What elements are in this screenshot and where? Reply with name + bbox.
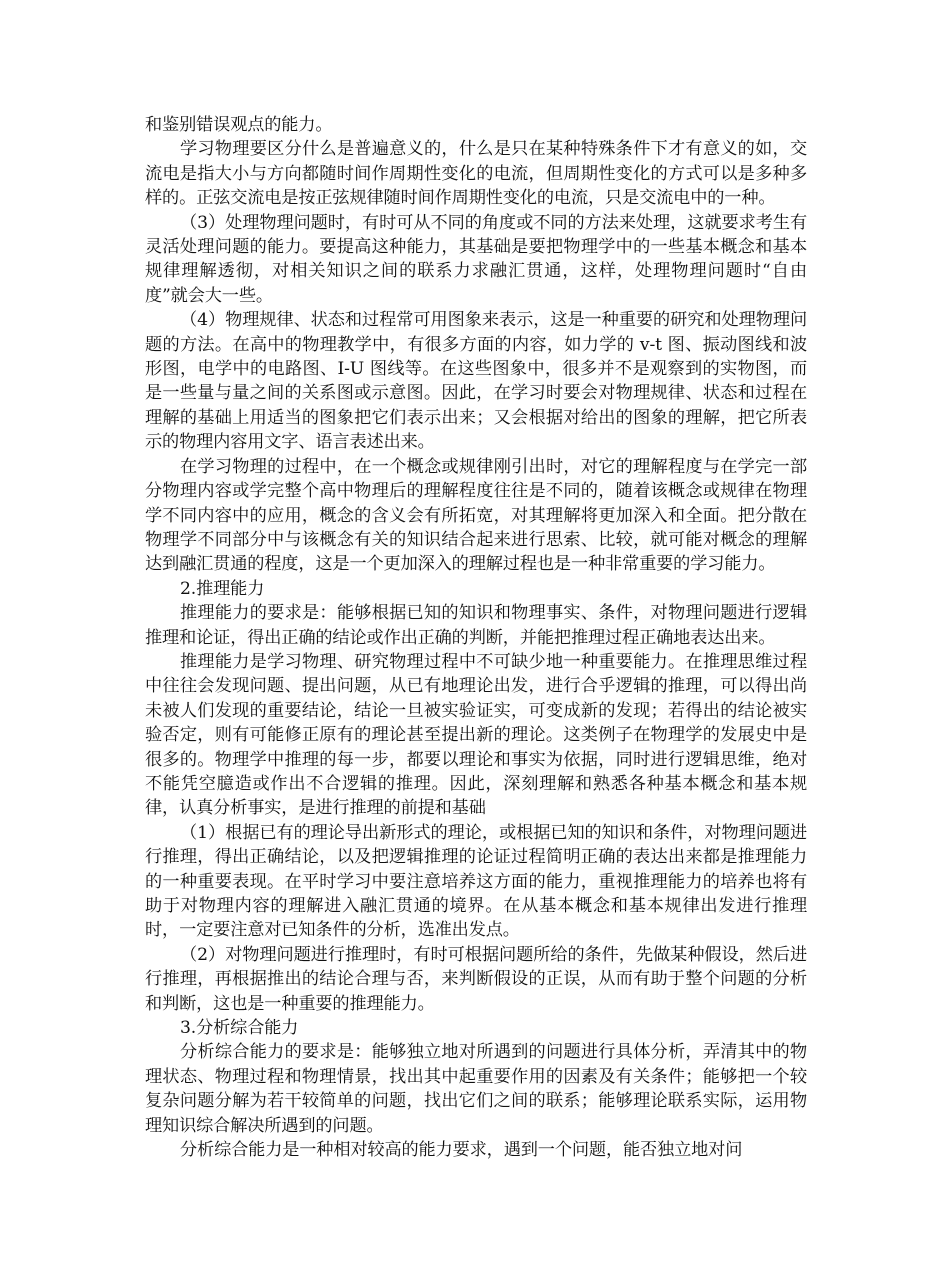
paragraph-item-3: （3）处理物理问题时，有时可从不同的角度或不同的方法来处理，这就要求考生有灵活处理问题的能力。要提高这种能力，其基础是要把物理学中的一些基本概念和基本规律理解透彻，对相关知识之间的联系力求融汇贯通，这样，处理物理问题时“自由度”就会大一些。 — [145, 212, 807, 306]
paragraph-reasoning-requirement: 推理能力的要求是：能够根据已知的知识和物理事实、条件，对物理问题进行逻辑推理和论证，得出正确的结论或作出正确的判断，并能把推理过程正确地表达出来。 — [145, 603, 807, 648]
paragraph-continuation: 和鉴别错误观点的能力。 — [145, 115, 333, 135]
document-page — [145, 113, 807, 1162]
paragraph-general-vs-special: 学习物理要区分什么是普遍意义的，什么是只在某种特殊条件下才有意义的如，交流电是指大小与方向都随时间作周期性变化的电流，但周期性变化的方式可以是多种多样的。正弦交流电是按正弦规律随时间作周期性变化的电流，只是交流电中的一种。 — [145, 139, 807, 209]
section-heading-reasoning: 2.推理能力 — [180, 578, 265, 599]
paragraph-reasoning-item-2: （2）对物理问题进行推理时，有时可根据问题所给的条件，先做某种假设，然后进行推理，再根据推出的结论合理与否，来判断假设的正误，从而有助于整个问题的分析和判断，这也是一种重要的推理能力。 — [145, 944, 807, 1014]
paragraph-analysis-continuation: 分析综合能力是一种相对较高的能力要求，遇到一个问题，能否独立地对问 — [180, 1140, 743, 1161]
section-heading-analysis: 3.分析综合能力 — [180, 1018, 299, 1039]
paragraph-analysis-requirement: 分析综合能力的要求是：能够独立地对所遇到的问题进行具体分析，弄清其中的物理状态、物理过程和物理情景，找出其中起重要作用的因素及有关条件；能够把一个较复杂问题分解为若干较简单的问题，找出它们之间的联系；能够理论联系实际，运用物理知识综合解决所遇到的问题。 — [145, 1042, 807, 1136]
paragraph-learning-process: 在学习物理的过程中，在一个概念或规律刚引出时，对它的理解程度与在学完一部分物理内容或学完整个高中物理后的理解程度往往是不同的，随着该概念或规律在物理学不同内容中的应用，概念的含义会有所拓宽，对其理解将更加深入和全面。把分散在物理学不同部分中与该概念有关的知识结合起来进行思索、比较，就可能对概念的理解达到融汇贯通的程度，这是一个更加深入的理解过程也是一种非常重要的学习能力。 — [145, 456, 807, 575]
paragraph-item-4: （4）物理规律、状态和过程常可用图象来表示，这是一种重要的研究和处理物理问题的方法。在高中的物理教学中，有很多方面的内容，如力学的 v-t 图、振动图线和波形图，电学中的电路图、I-U 图线等。在这些图象中，很多并不是观察到的实物图，而是一些量与量之间的关系图或示意图。因此，在学习时要会对物理规律、状态和过程在理解的基础上用适当的图象把它们表示出来；又会根据对给出的图象的理解，把它所表示的物理内容用文字、语言表述出来。 — [145, 310, 807, 453]
paragraph-reasoning-item-1: （1）根据已有的理论导出新形式的理论，或根据已知的知识和条件，对物理问题进行推理，得出正确结论，以及把逻辑推理的论证过程简明正确的表达出来都是推理能力的一种重要表现。在平时学习中要注意培养这方面的能力，重视推理能力的培养也将有助于对物理内容的理解进入融汇贯通的境界。在从基本概念和基本规律出发进行推理时，一定要注意对已知条件的分析，选准出发点。 — [145, 822, 807, 941]
paragraph-reasoning-importance: 推理能力是学习物理、研究物理过程中不可缺少地一种重要能力。在推理思维过程中往往会发现问题、提出问题，从已有地理论出发，进行合乎逻辑的推理，可以得出尚未被人们发现的重要结论，结论一旦被实验证实，可变成新的发现；若得出的结论被实验否定，则有可能修正原有的理论甚至提出新的理论。这类例子在物理学的发展史中是很多的。物理学中推理的每一步，都要以理论和事实为依据，同时进行逻辑思维，绝对不能凭空臆造或作出不合逻辑的推理。因此，深刻理解和熟悉各种基本概念和基本规律，认真分析事实，是进行推理的前提和基础 — [145, 651, 807, 819]
